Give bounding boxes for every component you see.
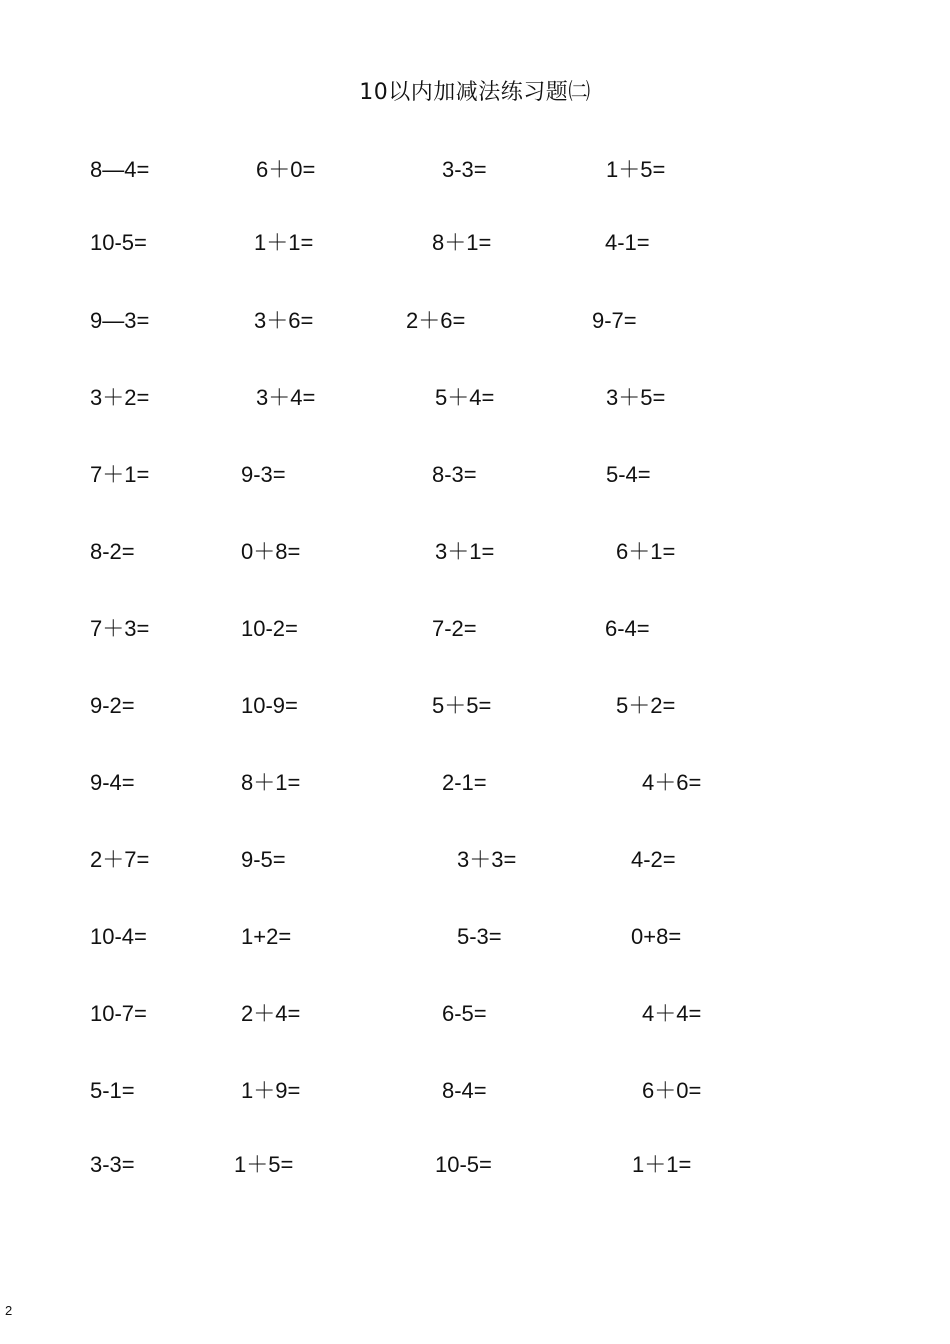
math-problem: 4＋6= bbox=[642, 770, 702, 795]
math-problem: 8-2= bbox=[90, 539, 135, 564]
math-problem: 6-4= bbox=[605, 616, 650, 641]
math-problem: 5＋4= bbox=[435, 385, 495, 410]
math-problem: 10-7= bbox=[90, 1001, 147, 1026]
math-problem: 3-3= bbox=[442, 157, 487, 182]
math-problem: 5＋5= bbox=[432, 693, 492, 718]
math-problem: 5-4= bbox=[606, 462, 651, 487]
math-problem: 2-1= bbox=[442, 770, 487, 795]
math-problem: 2＋6= bbox=[406, 308, 466, 333]
math-problem: 1＋9= bbox=[241, 1078, 301, 1103]
math-problem: 9-4= bbox=[90, 770, 135, 795]
math-problem: 6＋1= bbox=[616, 539, 676, 564]
math-problem: 3＋3= bbox=[457, 847, 517, 872]
math-problem: 7＋3= bbox=[90, 616, 150, 641]
math-problem: 1＋5= bbox=[606, 157, 666, 182]
math-problem: 1+2= bbox=[241, 924, 292, 949]
math-problem: 3＋5= bbox=[606, 385, 666, 410]
math-problem: 3＋1= bbox=[435, 539, 495, 564]
page-title: 10以内加减法练习题㈡ bbox=[359, 80, 591, 105]
math-problem: 5＋2= bbox=[616, 693, 676, 718]
math-problem: 1＋5= bbox=[234, 1152, 294, 1177]
math-problem: 8—4= bbox=[90, 157, 150, 182]
math-problem: 9-2= bbox=[90, 693, 135, 718]
math-problem: 2＋4= bbox=[241, 1001, 301, 1026]
math-problem: 9-5= bbox=[241, 847, 286, 872]
math-problem: 6-5= bbox=[442, 1001, 487, 1026]
math-problem: 6＋0= bbox=[642, 1078, 702, 1103]
math-problem: 2＋7= bbox=[90, 847, 150, 872]
math-problem: 10-5= bbox=[435, 1152, 492, 1177]
math-problem: 0+8= bbox=[631, 924, 682, 949]
math-problem: 9—3= bbox=[90, 308, 150, 333]
math-problem: 3-3= bbox=[90, 1152, 135, 1177]
math-problem: 10-5= bbox=[90, 230, 147, 255]
math-problem: 1＋1= bbox=[254, 230, 314, 255]
math-problem: 10-2= bbox=[241, 616, 298, 641]
math-problem: 9-7= bbox=[592, 308, 637, 333]
math-problem: 8＋1= bbox=[241, 770, 301, 795]
math-problem: 5-1= bbox=[90, 1078, 135, 1103]
math-problem: 3＋6= bbox=[254, 308, 314, 333]
page-number: 2 bbox=[5, 1303, 13, 1318]
math-problem: 4＋4= bbox=[642, 1001, 702, 1026]
math-problem: 9-3= bbox=[241, 462, 286, 487]
math-problem: 10-9= bbox=[241, 693, 298, 718]
math-problem: 1＋1= bbox=[632, 1152, 692, 1177]
math-problem: 3＋4= bbox=[256, 385, 316, 410]
math-problem: 4-2= bbox=[631, 847, 676, 872]
math-problem: 0＋8= bbox=[241, 539, 301, 564]
math-problem: 7-2= bbox=[432, 616, 477, 641]
math-problem: 8-4= bbox=[442, 1078, 487, 1103]
math-problem: 7＋1= bbox=[90, 462, 150, 487]
math-problem: 4-1= bbox=[605, 230, 650, 255]
math-problem: 8＋1= bbox=[432, 230, 492, 255]
math-problem: 6＋0= bbox=[256, 157, 316, 182]
math-problem: 10-4= bbox=[90, 924, 147, 949]
math-problem: 5-3= bbox=[457, 924, 502, 949]
math-problem: 8-3= bbox=[432, 462, 477, 487]
math-problem: 3＋2= bbox=[90, 385, 150, 410]
